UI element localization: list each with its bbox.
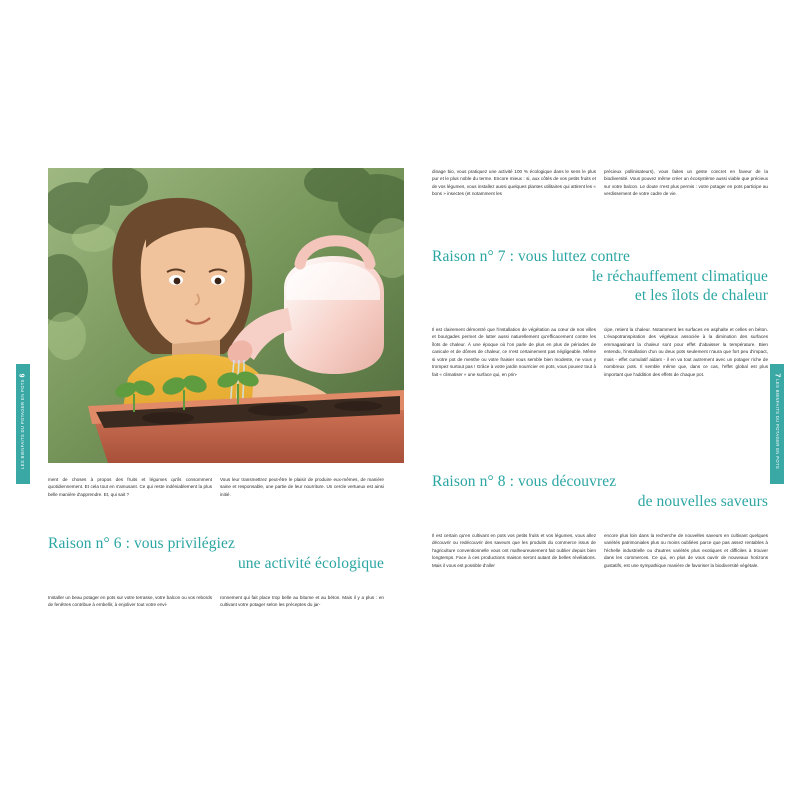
paragraph: ronnement qui fait place trop belle au bitume et au béton. Mais il y a plus : en cultivant votre potager selon les préceptes du jar- (220, 595, 384, 608)
paragraph: ment de choses à propos des fruits et légumes qu'ils consomment quotidiennement. Et cela tout en s'amusant. Ce qui reste indéniablement la plus belle manière d'apprendre. Et, qui sait ? (48, 477, 212, 497)
paragraph: cipe, retient la chaleur. Notamment les surfaces en asphalte et celles en béton. L'évapotranspiration des végétaux associée à la diminution des surfaces emmagasinant la chaleur sont pour effet d'abaisser la température. Bien entendu, l'installation d'un ou deux pots seulement n'aura que fort peu d'impact, mais - effet cumulatif aidant - il en va tout autrement avec un potager riche de nombreux pots. Il semble même que, dans ce cas, l'effet global est plus important que l'addition des effets de chaque pot. (604, 327, 768, 377)
folio-left-number: 6 (19, 373, 27, 378)
right-bottom-col-2 (604, 532, 768, 574)
heading-raison-6-line2: une activité écologique (237, 554, 384, 572)
right-top-col-2 (604, 168, 768, 203)
photo-illustration (48, 168, 404, 463)
folio-right-number: 7 (773, 373, 781, 378)
right-bottom-col-1 (432, 532, 596, 574)
left-col-1 (48, 476, 212, 503)
right-top-col-1 (432, 168, 596, 203)
right-mid-col-2 (604, 326, 768, 383)
folio-left (16, 372, 30, 379)
page-tab-left (16, 364, 30, 484)
heading-raison-8-line1: Raison n° 8 : vous découvrez (432, 473, 617, 490)
right-mid-col-1 (432, 326, 596, 383)
heading-raison-7-line1: Raison n° 7 : vous luttez contre (432, 248, 630, 265)
paragraph: Vous leur transmettrez peut-être le plaisir de produire eux-mêmes, de manière saine et responsable, une partie de leur nourriture. Un cercle vertueux est ainsi initié. (220, 477, 384, 497)
folio-right (770, 372, 784, 379)
heading-raison-8-line2: de nouvelles saveurs (637, 492, 768, 510)
paragraph: Installer un beau potager en pots sur votre terrasse, votre balcon ou vos rebords de fenêtres contribue à embellir, à enjoliver tout votre envi- (48, 595, 212, 608)
heading-raison-8 (432, 472, 768, 511)
heading-raison-6 (48, 534, 384, 573)
heading-raison-7-line3: et les îlots de chaleur (634, 287, 768, 305)
page-tab-right (770, 364, 784, 484)
left-col-2 (220, 476, 384, 503)
paragraph: Il est clairement démontré que l'installation de végétation au cœur de nos villes et bourgades permet de lutter aussi naturellement qu'efficacement contre les îlots de chaleur. À une époque où l'on parle de plus en plus de périodes de canicule et de dômes de chaleur, ce n'est certainement pas négligeable. Même si votre pot de menthe ou votre fraisier vous semble bien modeste, ne vous y trompez surtout pas ! Grâce à votre jardin nourricier en pots, vous pouvez tout à fait « climatiser » une surface qui, en prin- (432, 327, 596, 377)
heading-raison-7 (432, 247, 768, 306)
paragraph: dinage bio, vous pratiquez une activité 100 % écologique dans le sens le plus pur et le plus noble du terme. Encore mieux : si, aux côtés de vos petits fruits et de vos légumes, vous installez aussi quelques plantes utilitaires qui attirent les « bons » insectes (et notamment les (432, 169, 596, 197)
page-tab-right-label: LES BIENFAITS DU POTAGER EN POTS (775, 379, 781, 469)
left-body-col-1 (48, 594, 212, 614)
paragraph: encore plus loin dans la recherche de nouvelles saveurs en cultivant quelques variétés patrimoniales plus ou moins oubliées parce que pas assez rentables à l'échelle industrielle ou d'autres variétés plus exotiques et difficiles à trouver dans les commerces. Ce qui, en plus de vous ouvrir de nouveaux horizons gustatifs, est une sympathique manière de favoriser la biodiversité végétale. (604, 533, 768, 568)
heading-raison-6-line1: Raison n° 6 : vous privilégiez (48, 535, 235, 552)
photo-child-watering-planter (48, 168, 404, 463)
paragraph: Il est certain qu'en cultivant en pots vos petits fruits et vos légumes, vous allez découvrir ou redécouvrir des saveurs que les produits du commerce issus de l'agriculture conventionnelle vous ont malheureusement fait oublier depuis bien longtemps. Face à ces productions maison seront autant de belles révélations. Mais il vous est possible d'aller (432, 533, 596, 568)
left-body-col-2 (220, 594, 384, 614)
heading-raison-7-line2: le réchauffement climatique (591, 267, 768, 285)
page-tab-left-label: LES BIENFAITS DU POTAGER EN POTS (19, 379, 25, 469)
paragraph: précieux pollinisateurs), vous faites un geste concret en faveur de la biodiversité. Vous pouvez même créer un écosystème aussi viable que précieux sur votre balcon. Le doute n'est plus permis : votre potager en pots participe au verdissement de votre cadre de vie. (604, 169, 768, 197)
